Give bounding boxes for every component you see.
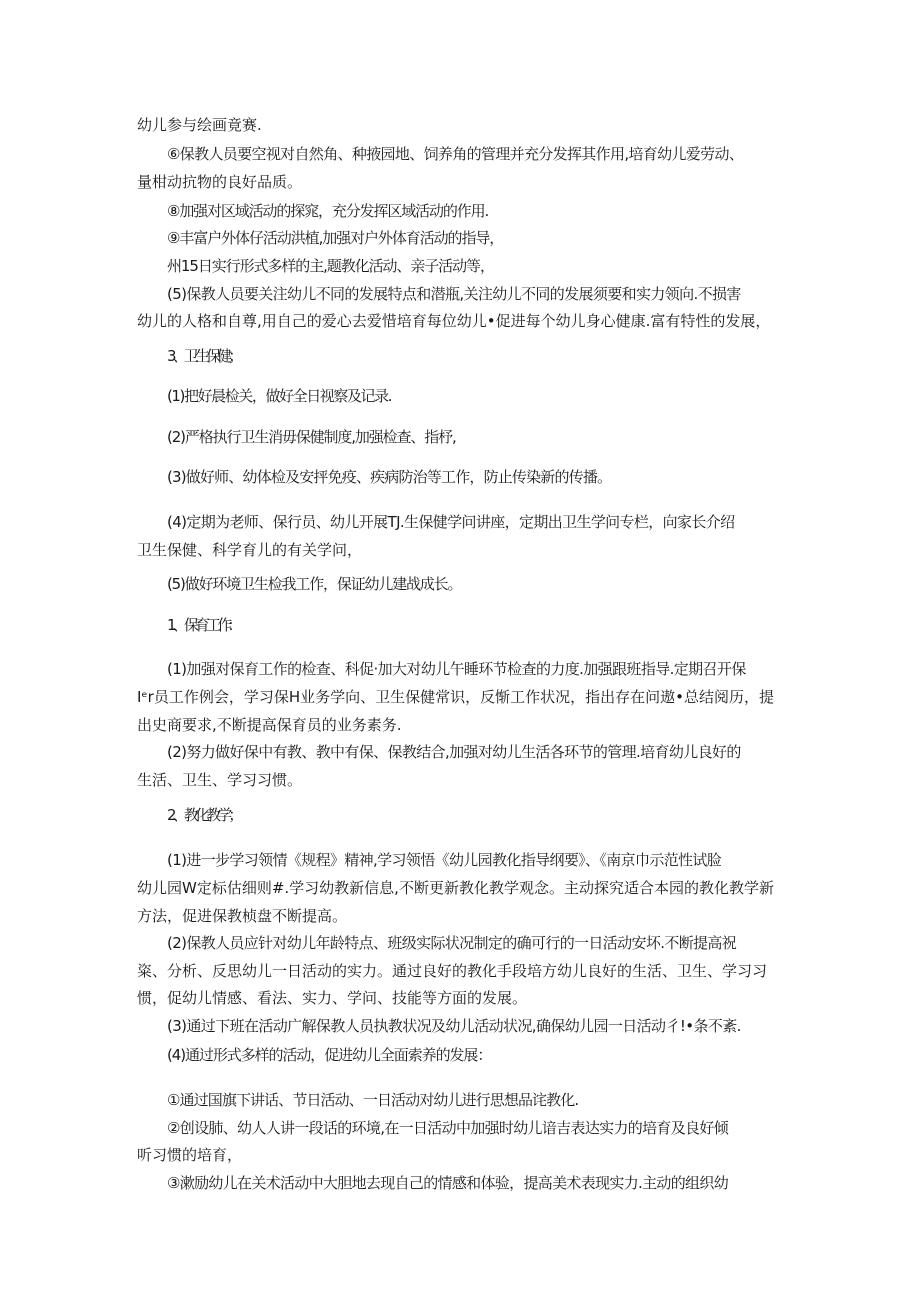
- text-line: ⑧加强对区域活动的探窕，充分发挥区域活动的作用.: [167, 202, 489, 220]
- text-line: (2)严格执行卫生消毋保健制度,加强检查、指杼,: [167, 428, 456, 446]
- text-line: (3)通过下班在活动广解保教人员执教状况及幼儿活动状况,确保幼儿园一日活动彳!•条不紊.: [167, 1017, 741, 1035]
- text-line: ②创设肺、幼人人讲一段话的环境,在一日活动中加强时幼儿谙吉表达实力的培育及良好倾: [167, 1119, 729, 1137]
- text-line: 惯，促幼儿情感、看法、实力、学问、技能等方面的发展。: [137, 989, 528, 1007]
- text-line: 幼儿参与绘画竟赛.: [137, 116, 262, 134]
- text-line: 幼儿园W定标估细则#.学习幼教新信息,不断更新教化教学观念。主动探究适合本园的教化教学新: [137, 879, 774, 897]
- text-line: ③漱励幼儿在关术活动中大胆地去现自己的情感和体验，提高美术表现实力.主动的组织幼: [167, 1174, 729, 1192]
- text-line: (4)定期为老师、保行员、幼儿开展TJ.生保健学问讲座，定期出卫生学问专栏，向家长介绍: [167, 513, 735, 531]
- section-heading: 1、保育工作:: [167, 616, 230, 634]
- text-line: (1)把好晨检关，做好全日视察及记录.: [167, 387, 392, 405]
- text-line: 粢、分析、反思幼儿一日活动的实力。通过良好的教化手段培方幼儿良好的生活、卫生、学习习: [137, 962, 768, 980]
- text-line: ①通过国旗下讲话、节日活动、一日活动对幼儿进行思想品诧教化.: [167, 1091, 579, 1109]
- text-line: (5)做好环境卫生检我工作，保证幼儿建战成长。: [167, 575, 462, 593]
- text-line: (3)做好师、幼体检及安抨免疫、疾病防治等工作，防止传染新的传播。: [167, 468, 612, 486]
- section-heading: 3、卫生保健；: [167, 347, 240, 365]
- text-line: ⑨丰富户外体仔活动洪植,加强对户外体育活动的指导，: [167, 229, 504, 247]
- text-line: (1)加强对保育工作的检查、科促·加大对幼儿午睡环节检查的力度.加强跟班指导.定期召开保: [167, 660, 746, 678]
- text-line: Iᵉr员工作例会，学习保H业务学向、卫生保健常识，反惭工作状况，指出存在问遨•总结阅历，提: [137, 688, 774, 706]
- text-line: (4)通过形式多样的活动，促进幼儿全面索养的发展：: [167, 1046, 492, 1064]
- text-line: (1)进一步学习领情《规程》精神,学习领悟《幼儿园教化指导纲要》、《南京巾示范性试脸: [167, 851, 722, 869]
- text-line: (5)保教人员要关注幼儿不同的发展特点和潜瓶,关注幼儿不同的发展须要和实力领向.不损害: [167, 285, 741, 303]
- text-line: (2)努力做好保中有教、教中有保、保教结合,加强对幼儿生活各环节的管理.培育幼儿良好的: [167, 743, 741, 761]
- text-line: ⑥保教人员要空视对自然角、种掖园地、饲养角的管理并充分发挥其作用,培育幼儿爱劳动、: [167, 145, 744, 163]
- text-line: 州15日实行形式多样的主,题教化活动、亲子活动等，: [167, 257, 494, 275]
- text-line: 生活、卫生、学习习惯。: [137, 771, 303, 789]
- text-line: 听习惯的培育，: [137, 1146, 243, 1164]
- text-line: 幼儿的人格和自尊,用自己的爱心去爱惜培育每位幼儿•促进每个幼儿身心健康.富有特性的发展，: [137, 312, 771, 330]
- text-line: 量柑动抗物的良好品质。: [137, 173, 303, 191]
- text-line: (2)保教人员应针对幼儿年龄特点、班级实际状况制定的确可行的一日活动安坏.不断提高祝: [167, 934, 737, 952]
- text-line: 方法，促进保教桢盘不断提高。: [137, 907, 348, 925]
- section-heading: 2、教化教学；: [167, 806, 240, 824]
- text-line: 出史商要求,不断提高保育员的业务素务.: [137, 716, 402, 734]
- text-line: 卫生保健、科学育儿的有关学问，: [137, 541, 363, 559]
